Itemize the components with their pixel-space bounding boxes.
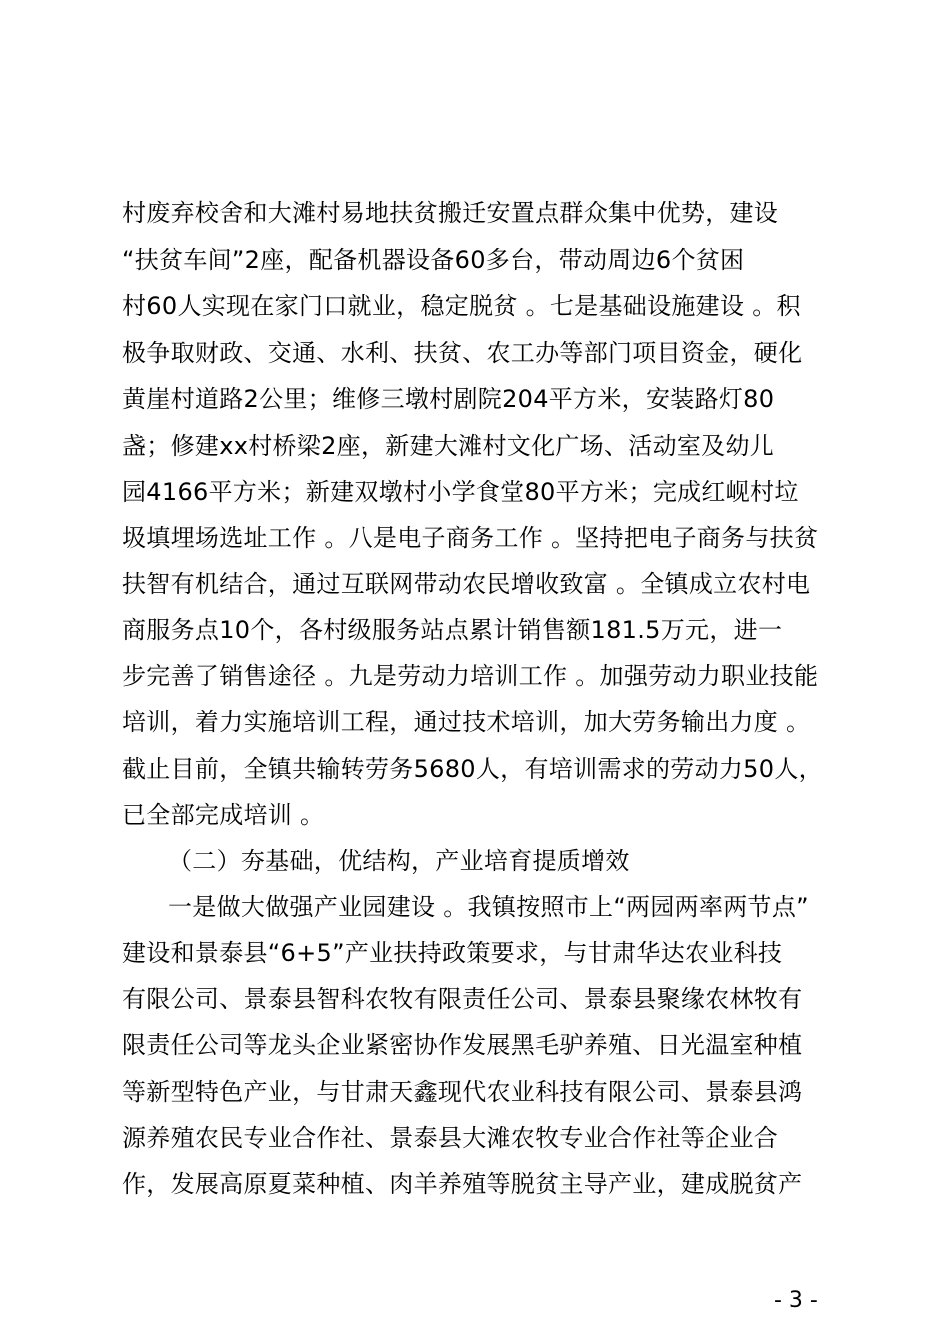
section-heading: （二）夯基础，优结构，产业培育提质增效 [168, 847, 630, 875]
text-line-8: 圾填埋场选址工作 。八是电子商务工作 。坚持把电子商务与扶贫 [122, 524, 819, 552]
text-line-13: 截止目前，全镇共输转劳务5680人，有培训需求的劳动力50人， [122, 755, 823, 783]
text-line-21: 源养殖农民专业合作社、景泰县大滩农牧专业合作社等企业合 [122, 1124, 779, 1152]
text-line-6: 盏；修建xx村桥梁2座，新建大滩村文化广场、活动室及幼儿 [122, 432, 775, 460]
text-line-1: 村废弃校舍和大滩村易地扶贫搬迁安置点群众集中优势，建设 [122, 199, 779, 227]
text-line-3: 村60人实现在家门口就业，稳定脱贫 。七是基础设施建设 。积 [122, 292, 801, 320]
text-line-2: “扶贫车间”2座，配备机器设备60多台，带动周边6个贫困 [122, 246, 745, 274]
text-line-19: 限责任公司等龙头企业紧密协作发展黑毛驴养殖、日光温室种植 [122, 1031, 803, 1059]
page-number: - 3 - [774, 1288, 818, 1313]
text-line-9: 扶智有机结合，通过互联网带动农民增收致富 。全镇成立农村电 [122, 570, 811, 598]
text-line-20: 等新型特色产业，与甘肃天鑫现代农业科技有限公司、景泰县鸿 [122, 1078, 803, 1106]
text-line-5: 黄崖村道路2公里；维修三墩村剧院204平方米，安装路灯80 [122, 385, 775, 413]
text-line-16: 一是做大做强产业园建设 。我镇按照市上“两园两率两节点” [168, 893, 809, 921]
text-line-10: 商服务点10个，各村级服务站点累计销售额181.5万元，进一 [122, 616, 783, 644]
text-line-14: 已全部完成培训 。 [122, 801, 325, 829]
text-line-22: 作，发展高原夏菜种植、肉羊养殖等脱贫主导产业，建成脱贫产 [122, 1170, 803, 1198]
text-line-7: 园4166平方米；新建双墩村小学食堂80平方米；完成红岘村垃 [122, 478, 799, 506]
text-line-18: 有限公司、景泰县智科农牧有限责任公司、景泰县聚缘农林牧有 [122, 985, 803, 1013]
text-line-11: 步完善了销售途径 。九是劳动力培训工作 。加强劳动力职业技能 [122, 662, 819, 690]
text-line-17: 建设和景泰县“6+5”产业扶持政策要求，与甘肃华达农业科技 [122, 939, 783, 967]
text-line-4: 极争取财政、交通、水利、扶贫、农工办等部门项目资金，硬化 [122, 339, 803, 367]
text-line-12: 培训，着力实施培训工程，通过技术培训，加大劳务输出力度 。 [122, 708, 811, 736]
